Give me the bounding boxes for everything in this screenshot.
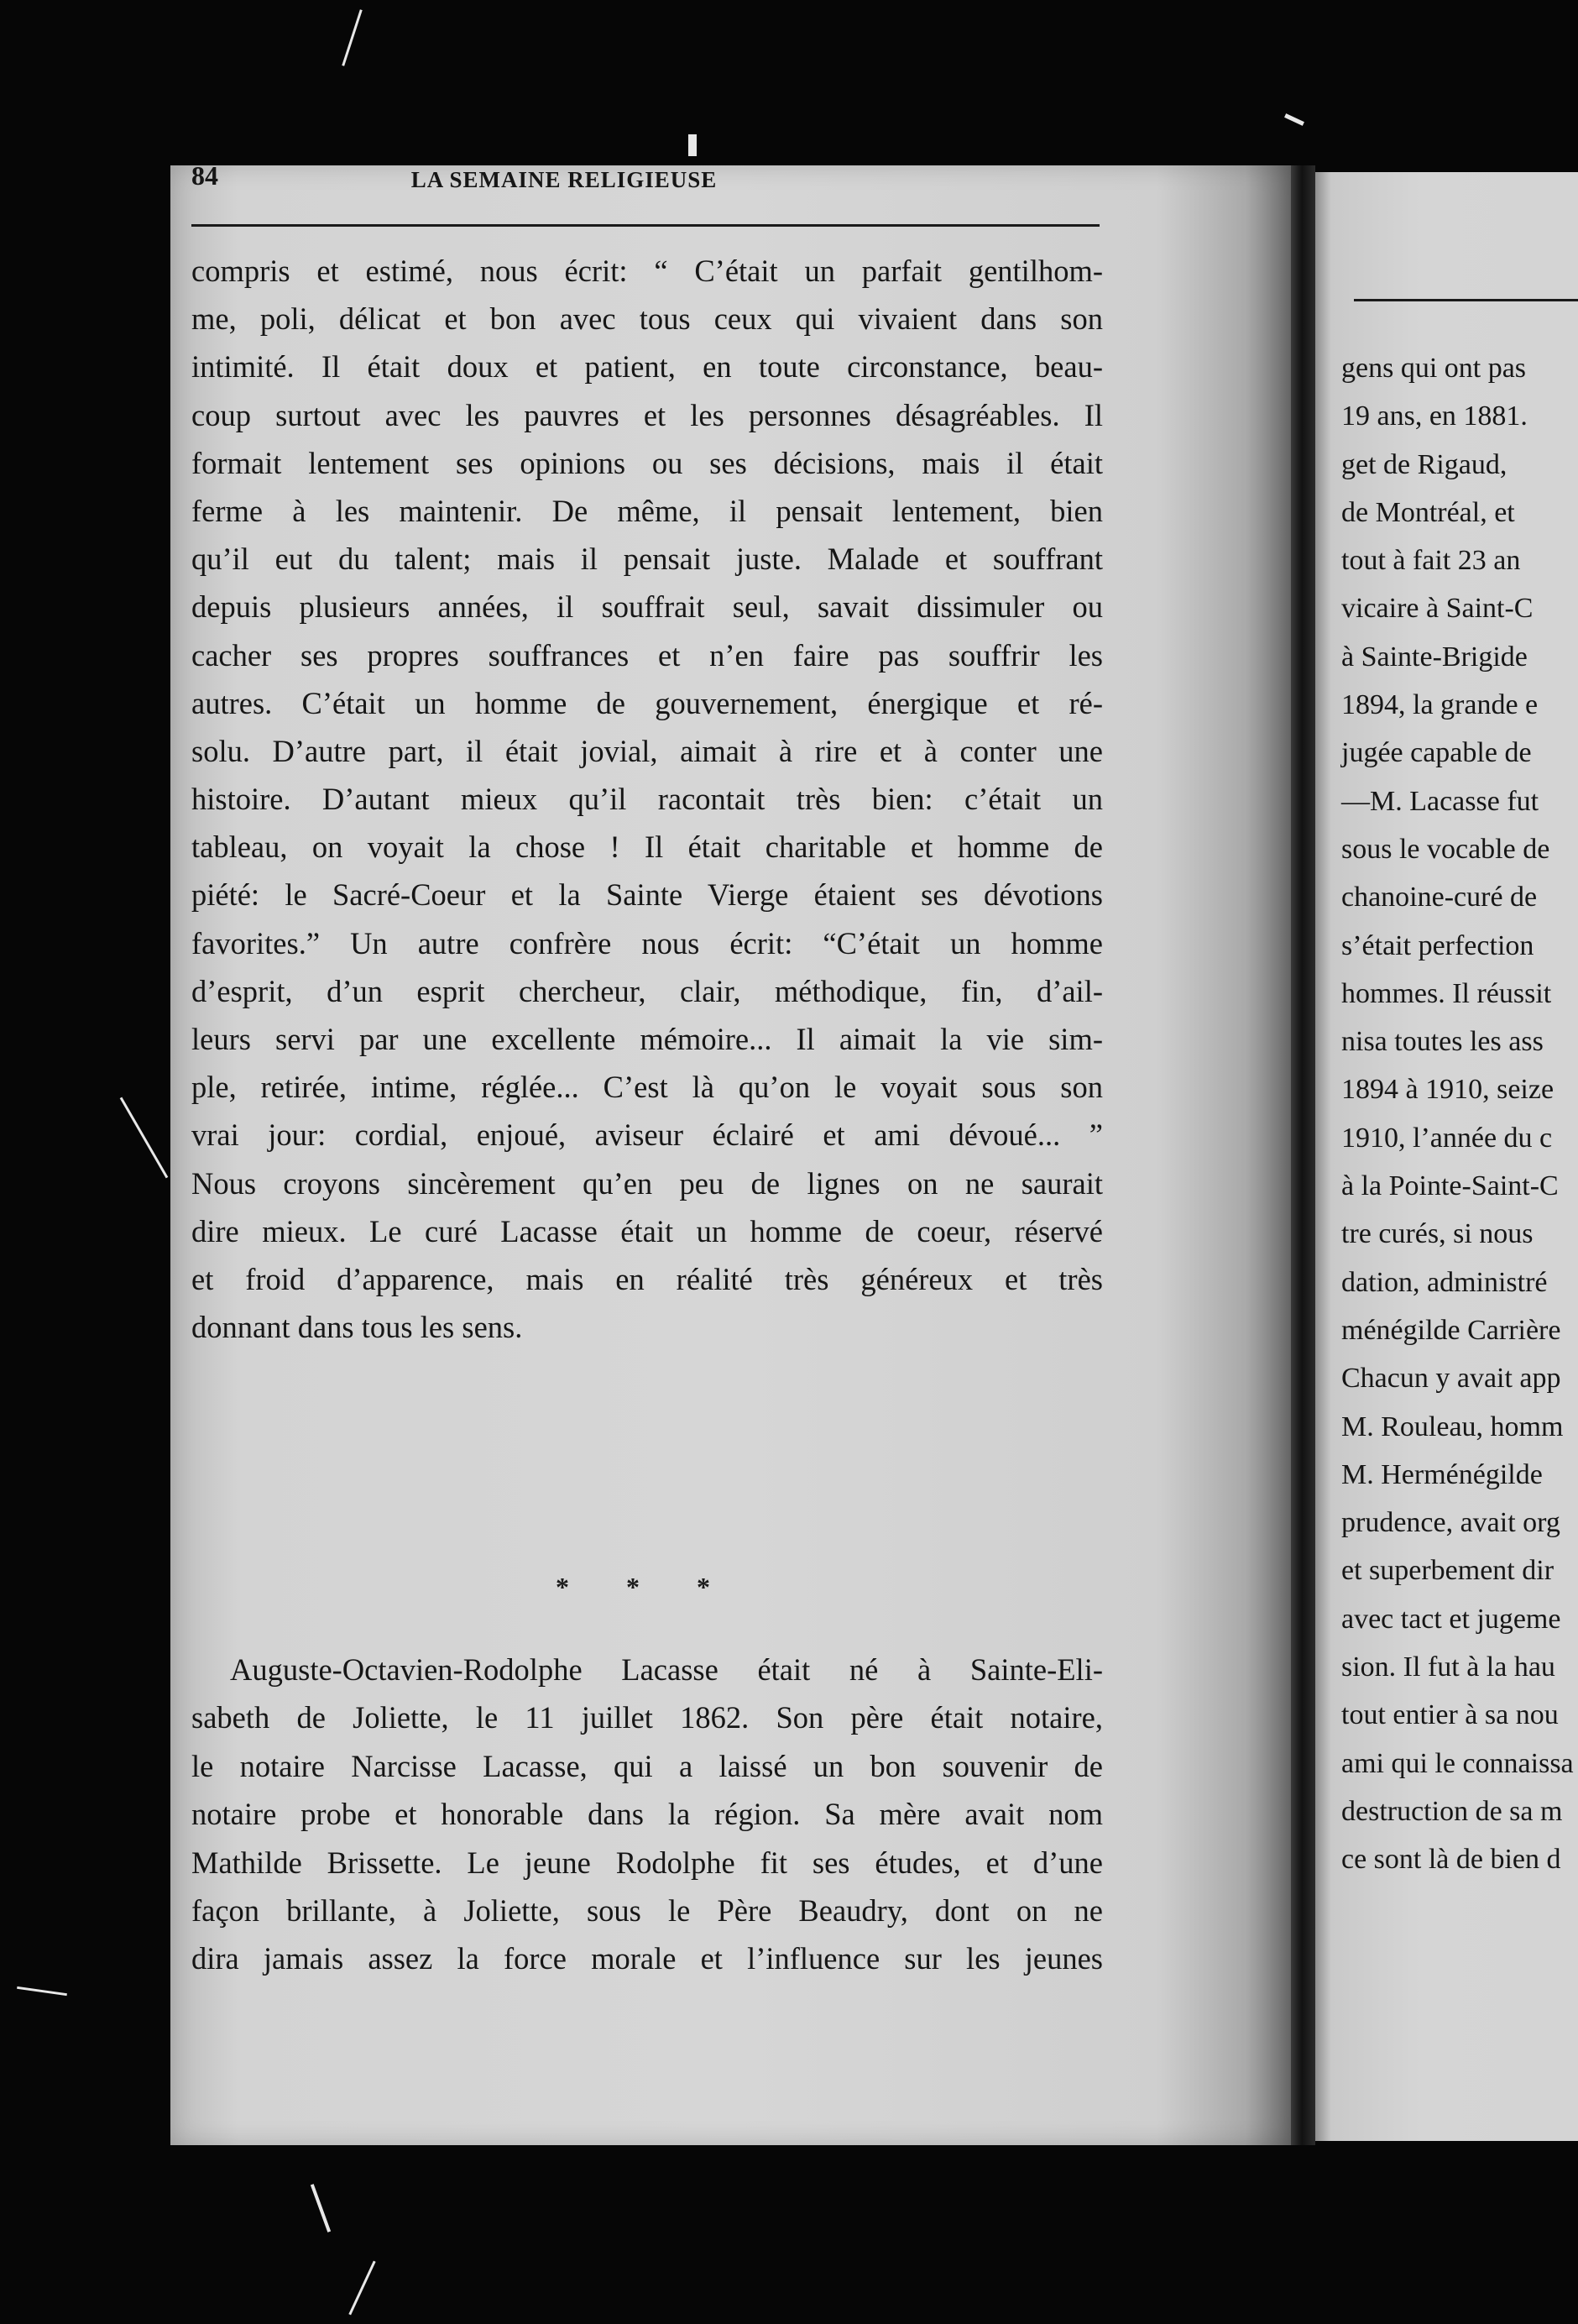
text-line: sous le vocable de [1341, 833, 1550, 865]
dust-mark [348, 2261, 375, 2316]
facing-header-rule [1354, 299, 1578, 301]
text-line: formait lentement ses opinions ou ses décisions, mais il était [191, 445, 1103, 480]
text-line: s’était perfection [1341, 929, 1534, 961]
text-line: tre curés, si nous [1341, 1218, 1534, 1250]
text-line: M. Herménégilde [1341, 1458, 1543, 1490]
running-head: LA SEMAINE RELIGIEUSE [410, 167, 718, 192]
text-line: ple, retirée, intime, réglée... C’est là qu’on le voyait sous son [191, 1070, 1103, 1105]
text-line: chanoine-curé de [1341, 882, 1538, 913]
text-line: histoire. D’autant mieux qu’il racontait très bien: c’était un [191, 782, 1103, 817]
text-line: ferme à les maintenir. De même, il pensait lentement, bien [191, 493, 1103, 528]
text-line: vrai jour: cordial, enjoué, aviseur éclairé et ami dévoué... ” [191, 1118, 1103, 1153]
text-line: avec tact et jugeme [1341, 1603, 1561, 1635]
text-line: dation, administré [1341, 1266, 1548, 1298]
text-line: à la Pointe-Saint-C [1341, 1170, 1559, 1202]
text-line: solu. D’autre part, il était jovial, aimait à rire et à conter une [191, 733, 1103, 768]
text-line: 1894, la grande e [1341, 689, 1539, 721]
text-line: façon brillante, à Joliette, sous le Père Beaudry, dont on ne [191, 1892, 1103, 1928]
dust-mark [342, 9, 362, 66]
text-line: piété: le Sacré-Coeur et la Sainte Vierge étaient ses dévotions [191, 877, 1103, 913]
text-line: qu’il eut du talent; mais il pensait juste. Malade et souffrant [191, 542, 1103, 577]
text-line: sion. Il fut à la hau [1341, 1651, 1555, 1683]
text-line: Mathilde Brissette. Le jeune Rodolphe fit ses études, et d’une [191, 1845, 1103, 1880]
text-line: 1894 à 1910, seize [1341, 1074, 1554, 1106]
text-line: tout entier à sa nou [1341, 1699, 1559, 1731]
text-line: me, poli, délicat et bon avec tous ceux qui vivaient dans son [191, 301, 1103, 337]
text-line: d’esprit, d’un esprit chercheur, clair, méthodique, fin, d’ail- [191, 973, 1103, 1008]
text-line: get de Rigaud, [1341, 448, 1507, 480]
text-line: à Sainte-Brigide [1341, 641, 1528, 673]
paragraph-1 [191, 247, 1103, 1351]
text-line: M. Rouleau, homm [1341, 1411, 1564, 1442]
text-line: leurs servi par une excellente mémoire... Il aimait la vie sim- [191, 1022, 1103, 1056]
text-line: depuis plusieurs années, il souffrait seul, savait dissimuler ou [191, 589, 1103, 625]
header-rule [191, 224, 1100, 227]
text-line: Nous croyons sincèrement qu’en peu de lignes on ne saurait [191, 1165, 1103, 1201]
text-line: notaire probe et honorable dans la région. Sa mère avait nom [191, 1797, 1103, 1832]
text-line: intimité. Il était doux et patient, en toute circonstance, beau- [191, 349, 1103, 385]
text-line: cacher ses propres souffrances et n’en faire pas souffrir les [191, 637, 1103, 673]
text-line: nisa toutes les ass [1341, 1026, 1544, 1058]
text-line: Auguste-Octavien-Rodolphe Lacasse était né à Sainte-Eli- [230, 1652, 1103, 1687]
text-line: hommes. Il réussit [1341, 977, 1552, 1009]
text-line: vicaire à Saint-C [1341, 593, 1534, 625]
page-number: 84 [191, 160, 218, 191]
text-line: gens qui ont pas [1341, 353, 1527, 384]
text-line: jugée capable de [1341, 737, 1532, 769]
section-separator: * * * [556, 1572, 735, 1602]
text-line: dira jamais assez la force morale et l’influence sur les jeunes [191, 1941, 1103, 1976]
book-gutter [1291, 165, 1315, 2145]
dust-mark [311, 2184, 331, 2232]
dust-mark [1284, 113, 1304, 126]
text-line: —M. Lacasse fut [1341, 785, 1539, 817]
text-line: destruction de sa m [1341, 1795, 1563, 1827]
text-line: tableau, on voyait la chose ! Il était charitable et homme de [191, 830, 1103, 865]
text-line: 1910, l’année du c [1341, 1122, 1553, 1154]
text-line: 19 ans, en 1881. [1341, 400, 1528, 432]
text-line: le notaire Narcisse Lacasse, qui a laissé un bon souvenir de [191, 1748, 1103, 1783]
dust-mark [17, 1986, 67, 1996]
text-line: favorites.” Un autre confrère nous écrit: “C’était un homme [191, 925, 1103, 960]
text-line: donnant dans tous les sens. [191, 1310, 523, 1345]
text-line: coup surtout avec les pauvres et les personnes désagréables. Il [191, 397, 1103, 432]
text-line: de Montréal, et [1341, 496, 1515, 528]
dust-mark [688, 134, 697, 156]
text-line: tout à fait 23 an [1341, 545, 1521, 577]
dust-mark [120, 1097, 169, 1179]
text-line: ami qui le connaissa [1341, 1747, 1574, 1779]
text-line: sabeth de Joliette, le 11 juillet 1862. Son père était notaire, [191, 1700, 1103, 1735]
text-line: prudence, avait org [1341, 1507, 1560, 1539]
facing-page-text [1341, 344, 1578, 1884]
text-line: ménégilde Carrière [1341, 1314, 1561, 1346]
text-line: dire mieux. Le curé Lacasse était un homme de coeur, réservé [191, 1213, 1103, 1248]
paragraph-2 [191, 1646, 1103, 1983]
text-line: Chacun y avait app [1341, 1363, 1561, 1395]
text-line: et froid d’apparence, mais en réalité très généreux et très [191, 1261, 1103, 1296]
text-line: et superbement dir [1341, 1555, 1554, 1587]
text-line: compris et estimé, nous écrit: “ C’était un parfait gentilhom- [191, 254, 1103, 288]
text-line: autres. C’était un homme de gouvernement, énergique et ré- [191, 685, 1103, 720]
text-line: ce sont là de bien d [1341, 1844, 1561, 1876]
